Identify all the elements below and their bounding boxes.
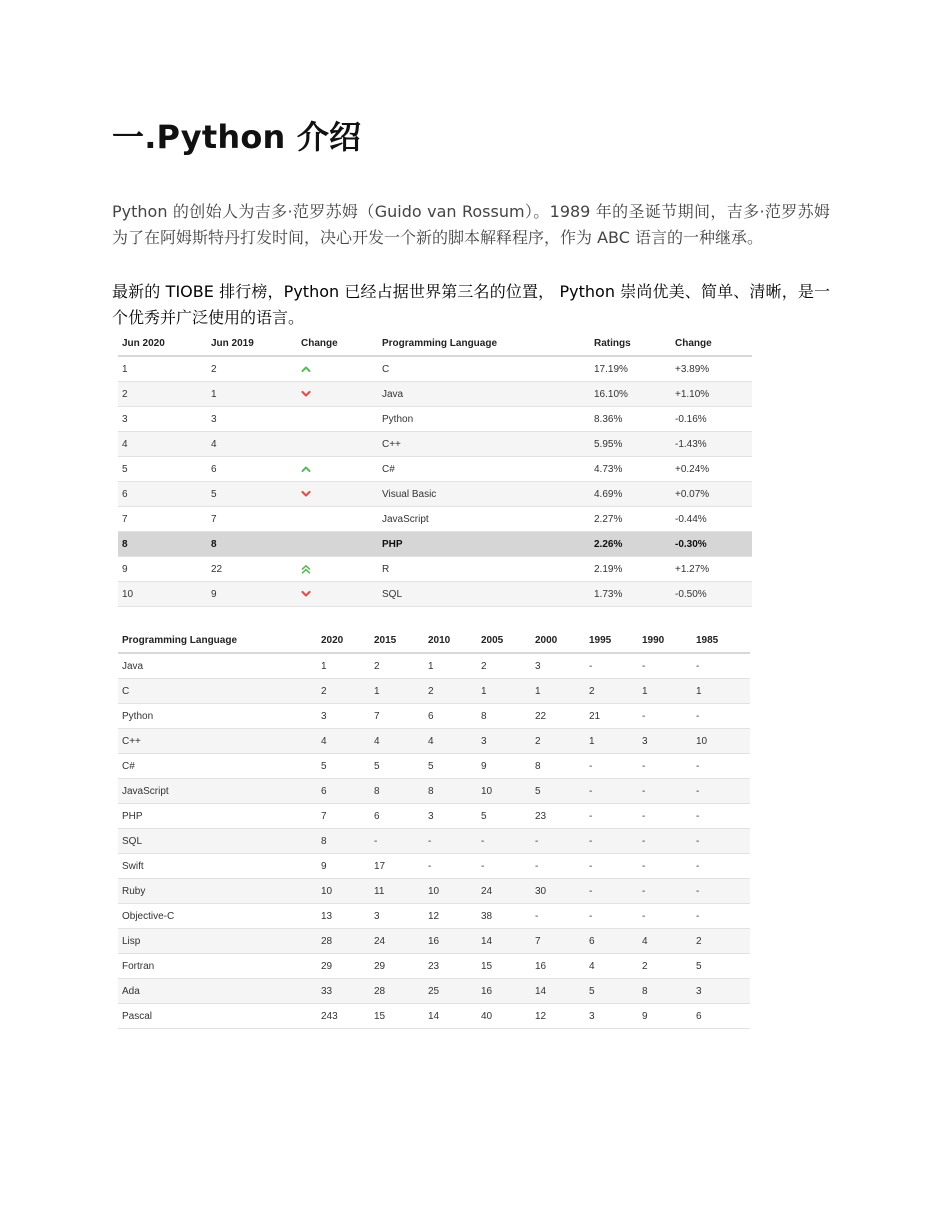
rank-jun-2020: 1 (118, 356, 207, 382)
rank-2000: 23 (531, 804, 585, 829)
rank-1985: - (692, 779, 750, 804)
table-row (118, 804, 750, 829)
rank-1985: - (692, 704, 750, 729)
table-row (118, 929, 750, 954)
rank-2005: 5 (477, 804, 531, 829)
language-name: Ada (118, 979, 317, 1004)
change-icon-cell (297, 482, 378, 507)
language-history-table (118, 628, 750, 1029)
table-row (118, 879, 750, 904)
rank-2020: 8 (317, 829, 370, 854)
rank-2020: 5 (317, 754, 370, 779)
change-icon-cell (297, 532, 378, 557)
col-header-2000: 2000 (531, 628, 585, 653)
table-row (118, 407, 752, 432)
table-row (118, 979, 750, 1004)
rank-1990: - (638, 779, 692, 804)
language-name: Java (118, 653, 317, 679)
rank-2010: 25 (424, 979, 477, 1004)
table-row (118, 954, 750, 979)
tiobe-ranking-table (118, 331, 752, 607)
rank-1995: - (585, 804, 638, 829)
col-header-2015: 2015 (370, 628, 424, 653)
col-header-jun-2019: Jun 2019 (207, 331, 297, 356)
change-icon-cell (297, 382, 378, 407)
table-row (118, 356, 752, 382)
rank-2015: - (370, 829, 424, 854)
rank-2010: 8 (424, 779, 477, 804)
language-name: Ruby (118, 879, 317, 904)
rank-1990: - (638, 754, 692, 779)
rank-2015: 2 (370, 653, 424, 679)
rank-1995: 6 (585, 929, 638, 954)
rank-2020: 7 (317, 804, 370, 829)
table-row (118, 829, 750, 854)
table-row (118, 729, 750, 754)
rank-2015: 3 (370, 904, 424, 929)
change-icon-cell (297, 356, 378, 382)
rank-1995: - (585, 779, 638, 804)
rank-2010: 4 (424, 729, 477, 754)
rank-2020: 13 (317, 904, 370, 929)
rank-1990: - (638, 854, 692, 879)
rank-1995: - (585, 829, 638, 854)
rank-2020: 33 (317, 979, 370, 1004)
rank-1995: 2 (585, 679, 638, 704)
change-value: -0.50% (671, 582, 752, 607)
rank-2000: - (531, 854, 585, 879)
rank-1995: - (585, 653, 638, 679)
double-arrow-up-icon (301, 564, 311, 574)
change-value: +0.24% (671, 457, 752, 482)
rank-jun-2020: 7 (118, 507, 207, 532)
history-header-row (118, 628, 750, 653)
rank-1990: - (638, 704, 692, 729)
table-row (118, 779, 750, 804)
rank-1985: - (692, 854, 750, 879)
table-row (118, 557, 752, 582)
rank-2000: 22 (531, 704, 585, 729)
table-row (118, 679, 750, 704)
col-header-2020: 2020 (317, 628, 370, 653)
table-row (118, 507, 752, 532)
language-name: Fortran (118, 954, 317, 979)
rank-1985: - (692, 804, 750, 829)
rank-1990: 1 (638, 679, 692, 704)
col-header-jun-2020: Jun 2020 (118, 331, 207, 356)
rank-2010: - (424, 854, 477, 879)
table-row (118, 1004, 750, 1029)
rank-2010: 10 (424, 879, 477, 904)
rank-1990: - (638, 879, 692, 904)
intro-paragraph: Python 的创始人为吉多·范罗苏姆（Guido van Rossum）。1989 年的圣诞节期间，吉多·范罗苏姆为了在阿姆斯特丹打发时间，决心开发一个新的脚本解释程序，作为 ABC 语言的一种继承。 (112, 202, 830, 247)
rank-2015: 4 (370, 729, 424, 754)
change-value: -1.43% (671, 432, 752, 457)
language-name: Python (378, 407, 590, 432)
col-header-change: Change (671, 331, 752, 356)
rank-1985: - (692, 904, 750, 929)
rank-jun-2019: 7 (207, 507, 297, 532)
table-row (118, 532, 752, 557)
language-name: Java (378, 382, 590, 407)
rank-2015: 24 (370, 929, 424, 954)
rank-2005: 8 (477, 704, 531, 729)
rank-2020: 4 (317, 729, 370, 754)
rank-2000: 3 (531, 653, 585, 679)
rating-value: 16.10% (590, 382, 671, 407)
rating-value: 5.95% (590, 432, 671, 457)
rank-2005: 10 (477, 779, 531, 804)
rank-1990: - (638, 904, 692, 929)
rank-jun-2019: 3 (207, 407, 297, 432)
rating-value: 2.27% (590, 507, 671, 532)
language-name: C# (378, 457, 590, 482)
language-name: Lisp (118, 929, 317, 954)
rank-2020: 28 (317, 929, 370, 954)
arrow-down-icon (301, 489, 311, 499)
change-value: +0.07% (671, 482, 752, 507)
rank-2010: 5 (424, 754, 477, 779)
rank-2000: 8 (531, 754, 585, 779)
rank-2020: 243 (317, 1004, 370, 1029)
table-row (118, 653, 750, 679)
rank-1985: 2 (692, 929, 750, 954)
table-row (118, 582, 752, 607)
language-name: Pascal (118, 1004, 317, 1029)
rank-1985: 5 (692, 954, 750, 979)
rank-2005: 16 (477, 979, 531, 1004)
rank-1985: 6 (692, 1004, 750, 1029)
rank-1985: 10 (692, 729, 750, 754)
table-row (118, 904, 750, 929)
col-header-ratings: Ratings (590, 331, 671, 356)
rank-1990: - (638, 829, 692, 854)
rank-2005: 40 (477, 1004, 531, 1029)
change-value: -0.16% (671, 407, 752, 432)
rank-2005: 15 (477, 954, 531, 979)
change-icon-cell (297, 557, 378, 582)
rank-2020: 2 (317, 679, 370, 704)
rank-jun-2020: 10 (118, 582, 207, 607)
arrow-up-icon (301, 464, 311, 474)
rating-value: 2.26% (590, 532, 671, 557)
rank-jun-2020: 3 (118, 407, 207, 432)
rank-2010: 6 (424, 704, 477, 729)
language-name: Objective-C (118, 904, 317, 929)
rank-jun-2019: 22 (207, 557, 297, 582)
language-name: R (378, 557, 590, 582)
rank-2005: 24 (477, 879, 531, 904)
change-value: -0.30% (671, 532, 752, 557)
table-row (118, 482, 752, 507)
col-header-1985: 1985 (692, 628, 750, 653)
rank-2005: 38 (477, 904, 531, 929)
rank-2015: 7 (370, 704, 424, 729)
arrow-up-icon (301, 364, 311, 374)
rank-2010: 1 (424, 653, 477, 679)
rank-jun-2020: 9 (118, 557, 207, 582)
table-row (118, 432, 752, 457)
rank-2000: 16 (531, 954, 585, 979)
rank-2015: 1 (370, 679, 424, 704)
rank-1995: - (585, 754, 638, 779)
rating-value: 8.36% (590, 407, 671, 432)
rank-2015: 11 (370, 879, 424, 904)
rank-2015: 6 (370, 804, 424, 829)
change-value: +1.27% (671, 557, 752, 582)
col-header-language: Programming Language (378, 331, 590, 356)
language-name: SQL (378, 582, 590, 607)
language-name: Visual Basic (378, 482, 590, 507)
col-header-change-icon: Change (297, 331, 378, 356)
rank-2010: 16 (424, 929, 477, 954)
rank-2010: 12 (424, 904, 477, 929)
rank-2005: - (477, 829, 531, 854)
rank-1985: 1 (692, 679, 750, 704)
rank-jun-2020: 8 (118, 532, 207, 557)
rank-2000: 7 (531, 929, 585, 954)
rank-1995: - (585, 854, 638, 879)
rank-jun-2020: 4 (118, 432, 207, 457)
page-heading: 一.Python 介绍 (112, 118, 362, 156)
table-row (118, 457, 752, 482)
rank-1995: 4 (585, 954, 638, 979)
rank-1995: - (585, 904, 638, 929)
rank-2015: 17 (370, 854, 424, 879)
rank-1990: 2 (638, 954, 692, 979)
rank-2000: 12 (531, 1004, 585, 1029)
rank-1990: - (638, 804, 692, 829)
rank-1995: 1 (585, 729, 638, 754)
language-name: C (118, 679, 317, 704)
rank-2000: - (531, 829, 585, 854)
tiobe-paragraph: 最新的 TIOBE 排行榜，Python 已经占据世界第三名的位置， Python 崇尚优美、简单、清晰，是一个优秀并广泛使用的语言。 (112, 282, 830, 327)
language-name: JavaScript (378, 507, 590, 532)
rank-1985: - (692, 653, 750, 679)
change-icon-cell (297, 582, 378, 607)
rank-2005: 9 (477, 754, 531, 779)
language-name: PHP (118, 804, 317, 829)
rank-2000: 30 (531, 879, 585, 904)
rank-2005: - (477, 854, 531, 879)
language-name: SQL (118, 829, 317, 854)
rank-1990: 9 (638, 1004, 692, 1029)
rating-value: 1.73% (590, 582, 671, 607)
col-header-2005: 2005 (477, 628, 531, 653)
rating-value: 4.73% (590, 457, 671, 482)
language-name: Swift (118, 854, 317, 879)
rank-jun-2019: 9 (207, 582, 297, 607)
change-icon-cell (297, 407, 378, 432)
rank-2010: 2 (424, 679, 477, 704)
table-row (118, 382, 752, 407)
rank-2015: 15 (370, 1004, 424, 1029)
rank-1985: - (692, 754, 750, 779)
rank-1995: - (585, 879, 638, 904)
change-value: +1.10% (671, 382, 752, 407)
col-header-language: Programming Language (118, 628, 317, 653)
rank-1985: - (692, 829, 750, 854)
rank-2000: 1 (531, 679, 585, 704)
rank-2000: - (531, 904, 585, 929)
rank-jun-2019: 6 (207, 457, 297, 482)
language-name: PHP (378, 532, 590, 557)
arrow-down-icon (301, 389, 311, 399)
rank-2020: 9 (317, 854, 370, 879)
rank-2015: 29 (370, 954, 424, 979)
rank-2010: 3 (424, 804, 477, 829)
change-value: +3.89% (671, 356, 752, 382)
rank-2020: 1 (317, 653, 370, 679)
rank-jun-2020: 5 (118, 457, 207, 482)
rank-2020: 3 (317, 704, 370, 729)
rank-2005: 3 (477, 729, 531, 754)
rank-jun-2019: 2 (207, 356, 297, 382)
rank-jun-2019: 8 (207, 532, 297, 557)
change-icon-cell (297, 457, 378, 482)
rank-2005: 2 (477, 653, 531, 679)
rank-1995: 21 (585, 704, 638, 729)
rank-2010: - (424, 829, 477, 854)
rank-jun-2020: 6 (118, 482, 207, 507)
table-row (118, 854, 750, 879)
col-header-1990: 1990 (638, 628, 692, 653)
change-value: -0.44% (671, 507, 752, 532)
language-name: C++ (118, 729, 317, 754)
tiobe-header-row (118, 331, 752, 356)
rank-1995: 5 (585, 979, 638, 1004)
rank-2020: 29 (317, 954, 370, 979)
rating-value: 17.19% (590, 356, 671, 382)
table-row (118, 704, 750, 729)
rank-2000: 2 (531, 729, 585, 754)
rank-2015: 28 (370, 979, 424, 1004)
col-header-1995: 1995 (585, 628, 638, 653)
rank-jun-2019: 1 (207, 382, 297, 407)
table-row (118, 754, 750, 779)
rank-1985: - (692, 879, 750, 904)
language-name: Python (118, 704, 317, 729)
rank-1990: 4 (638, 929, 692, 954)
rank-2015: 8 (370, 779, 424, 804)
rank-jun-2019: 4 (207, 432, 297, 457)
language-name: C++ (378, 432, 590, 457)
rank-2000: 5 (531, 779, 585, 804)
rank-1995: 3 (585, 1004, 638, 1029)
rank-jun-2020: 2 (118, 382, 207, 407)
rank-2020: 10 (317, 879, 370, 904)
rank-2005: 1 (477, 679, 531, 704)
change-icon-cell (297, 507, 378, 532)
rank-2010: 23 (424, 954, 477, 979)
rank-2005: 14 (477, 929, 531, 954)
rating-value: 2.19% (590, 557, 671, 582)
rank-2015: 5 (370, 754, 424, 779)
change-icon-cell (297, 432, 378, 457)
arrow-down-icon (301, 589, 311, 599)
rank-1990: - (638, 653, 692, 679)
rank-jun-2019: 5 (207, 482, 297, 507)
rank-1990: 8 (638, 979, 692, 1004)
language-name: C (378, 356, 590, 382)
rating-value: 4.69% (590, 482, 671, 507)
rank-1990: 3 (638, 729, 692, 754)
rank-2010: 14 (424, 1004, 477, 1029)
rank-2000: 14 (531, 979, 585, 1004)
rank-2020: 6 (317, 779, 370, 804)
col-header-2010: 2010 (424, 628, 477, 653)
rank-1985: 3 (692, 979, 750, 1004)
language-name: JavaScript (118, 779, 317, 804)
language-name: C# (118, 754, 317, 779)
